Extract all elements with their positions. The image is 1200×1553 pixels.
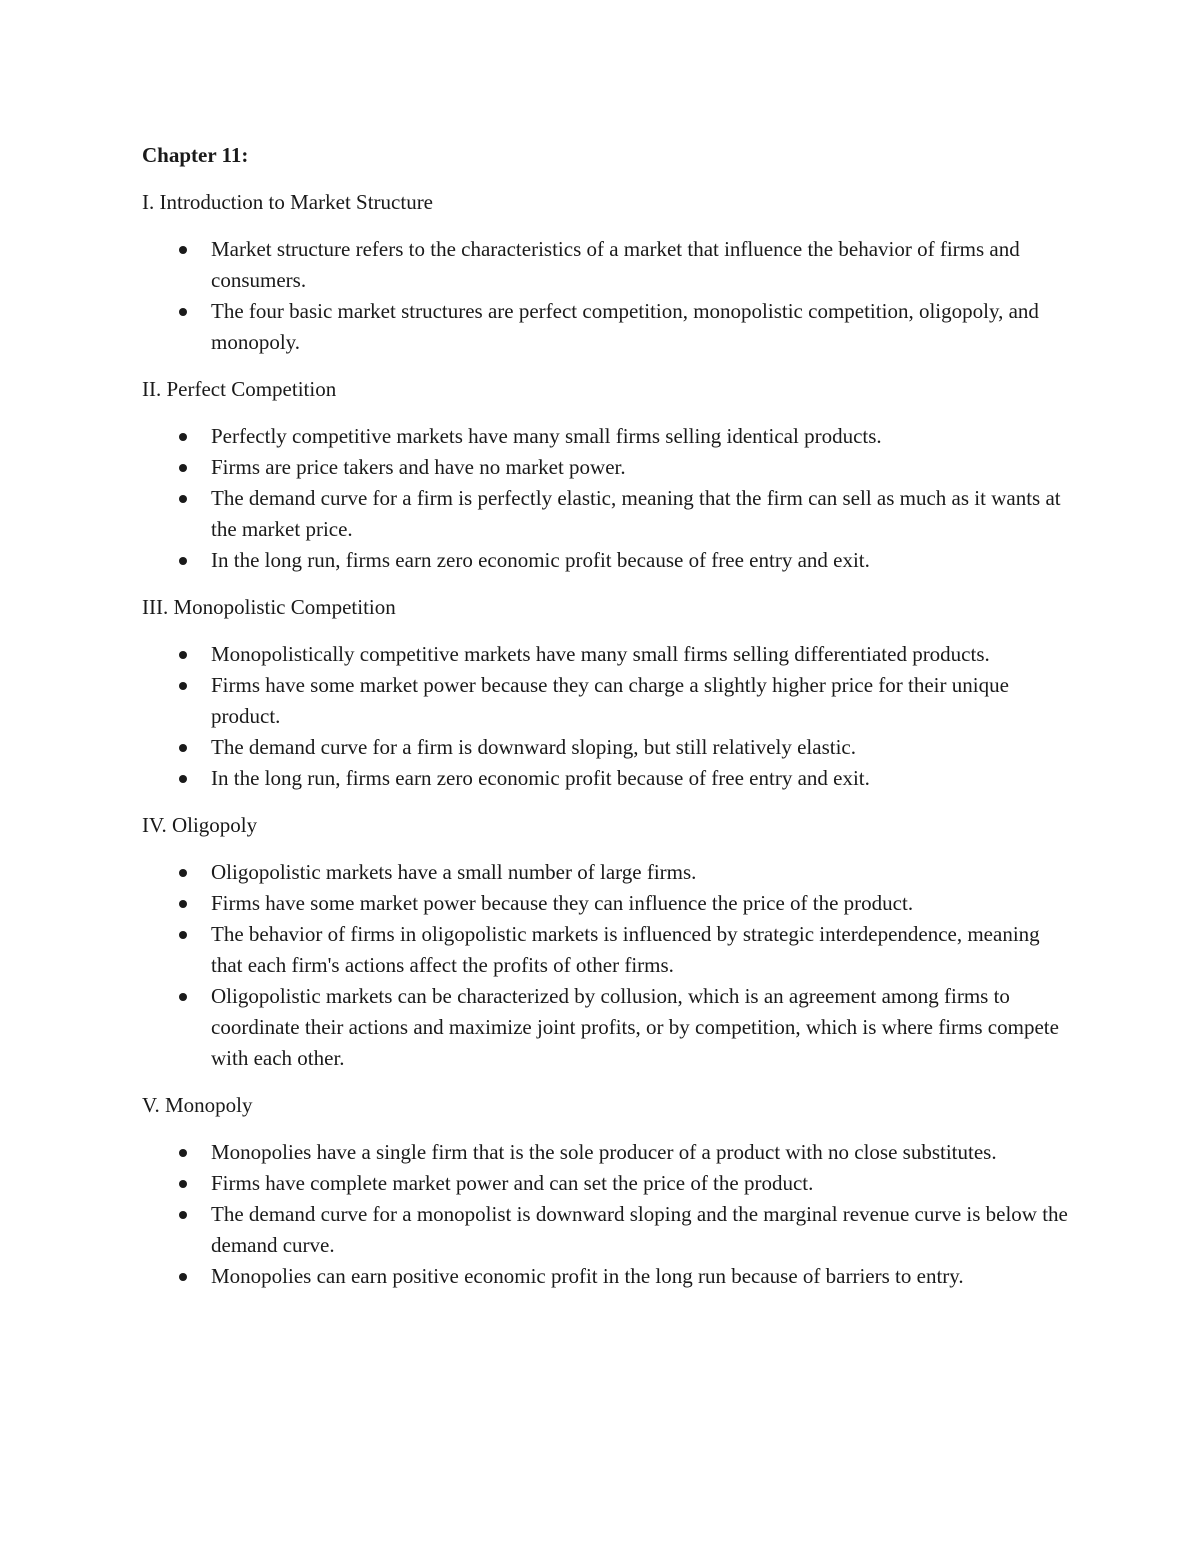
chapter-title: Chapter 11: [142, 143, 249, 167]
bullet-icon [179, 931, 187, 939]
list-item [142, 483, 1072, 545]
list-item-text: Firms have some market power because they can charge a slightly higher price for their unique product. [211, 673, 1009, 728]
bullet-icon [179, 464, 187, 472]
list-item-text: Firms are price takers and have no market power. [211, 455, 626, 479]
bullet-icon [179, 495, 187, 503]
list-item [142, 1137, 1072, 1168]
list-item-text: Monopolies can earn positive economic profit in the long run because of barriers to entry. [211, 1264, 964, 1288]
bullet-icon [179, 651, 187, 659]
section-heading: I. Introduction to Market Structure [142, 190, 434, 214]
section-heading: V. Monopoly [142, 1093, 253, 1117]
list-item [142, 545, 1072, 576]
list-item-text: The four basic market structures are perfect competition, monopolistic competition, oligopoly, and monopoly. [211, 299, 1039, 354]
bullet-icon [179, 246, 187, 254]
list-item [142, 452, 1072, 483]
list-item [142, 234, 1072, 296]
bullet-icon [179, 1211, 187, 1219]
list-item [142, 857, 1072, 888]
list-item-text: In the long run, firms earn zero economic profit because of free entry and exit. [211, 548, 870, 572]
bullet-icon [179, 900, 187, 908]
list-item [142, 981, 1072, 1074]
document-page [142, 140, 1072, 1308]
list-item-text: Perfectly competitive markets have many small firms selling identical products. [211, 424, 882, 448]
list-item [142, 1261, 1072, 1292]
list-item-text: The demand curve for a monopolist is downward sloping and the marginal revenue curve is below the demand curve. [211, 1202, 1068, 1257]
bullet-list [142, 857, 1072, 1074]
bullet-list [142, 234, 1072, 358]
list-item [142, 763, 1072, 794]
list-item [142, 296, 1072, 358]
list-item [142, 888, 1072, 919]
list-item-text: The behavior of firms in oligopolistic markets is influenced by strategic interdependence, meaning that each firm's actions affect the profits of other firms. [211, 922, 1040, 977]
list-item-text: Monopolistically competitive markets have many small firms selling differentiated products. [211, 642, 990, 666]
list-item-text: The demand curve for a firm is downward sloping, but still relatively elastic. [211, 735, 856, 759]
list-item [142, 919, 1072, 981]
list-item-text: The demand curve for a firm is perfectly elastic, meaning that the firm can sell as much as it wants at the market price. [211, 486, 1061, 541]
bullet-icon [179, 1149, 187, 1157]
section-heading: IV. Oligopoly [142, 813, 258, 837]
bullet-icon [179, 682, 187, 690]
list-item-text: In the long run, firms earn zero economic profit because of free entry and exit. [211, 766, 870, 790]
bullet-icon [179, 869, 187, 877]
list-item-text: Oligopolistic markets have a small number of large firms. [211, 860, 697, 884]
list-item-text: Firms have complete market power and can set the price of the product. [211, 1171, 814, 1195]
bullet-icon [179, 775, 187, 783]
list-item-text: Oligopolistic markets can be characterized by collusion, which is an agreement among firms to coordinate their actions and maximize joint profits, or by competition, which is where firms compete with each other. [211, 984, 1059, 1070]
list-item [142, 732, 1072, 763]
list-item-text: Monopolies have a single firm that is the sole producer of a product with no close substitutes. [211, 1140, 997, 1164]
bullet-icon [179, 993, 187, 1001]
bullet-icon [179, 1180, 187, 1188]
list-item [142, 670, 1072, 732]
bullet-icon [179, 557, 187, 565]
bullet-icon [179, 1273, 187, 1281]
list-item-text: Firms have some market power because they can influence the price of the product. [211, 891, 914, 915]
list-item [142, 1199, 1072, 1261]
bullet-icon [179, 308, 187, 316]
bullet-icon [179, 744, 187, 752]
bullet-list [142, 1137, 1072, 1292]
section-heading: II. Perfect Competition [142, 377, 337, 401]
section-heading: III. Monopolistic Competition [142, 595, 396, 619]
bullet-list [142, 639, 1072, 794]
bullet-list [142, 421, 1072, 576]
list-item [142, 1168, 1072, 1199]
list-item-text: Market structure refers to the characteristics of a market that influence the behavior of firms and consumers. [211, 237, 1020, 292]
list-item [142, 421, 1072, 452]
bullet-icon [179, 433, 187, 441]
list-item [142, 639, 1072, 670]
